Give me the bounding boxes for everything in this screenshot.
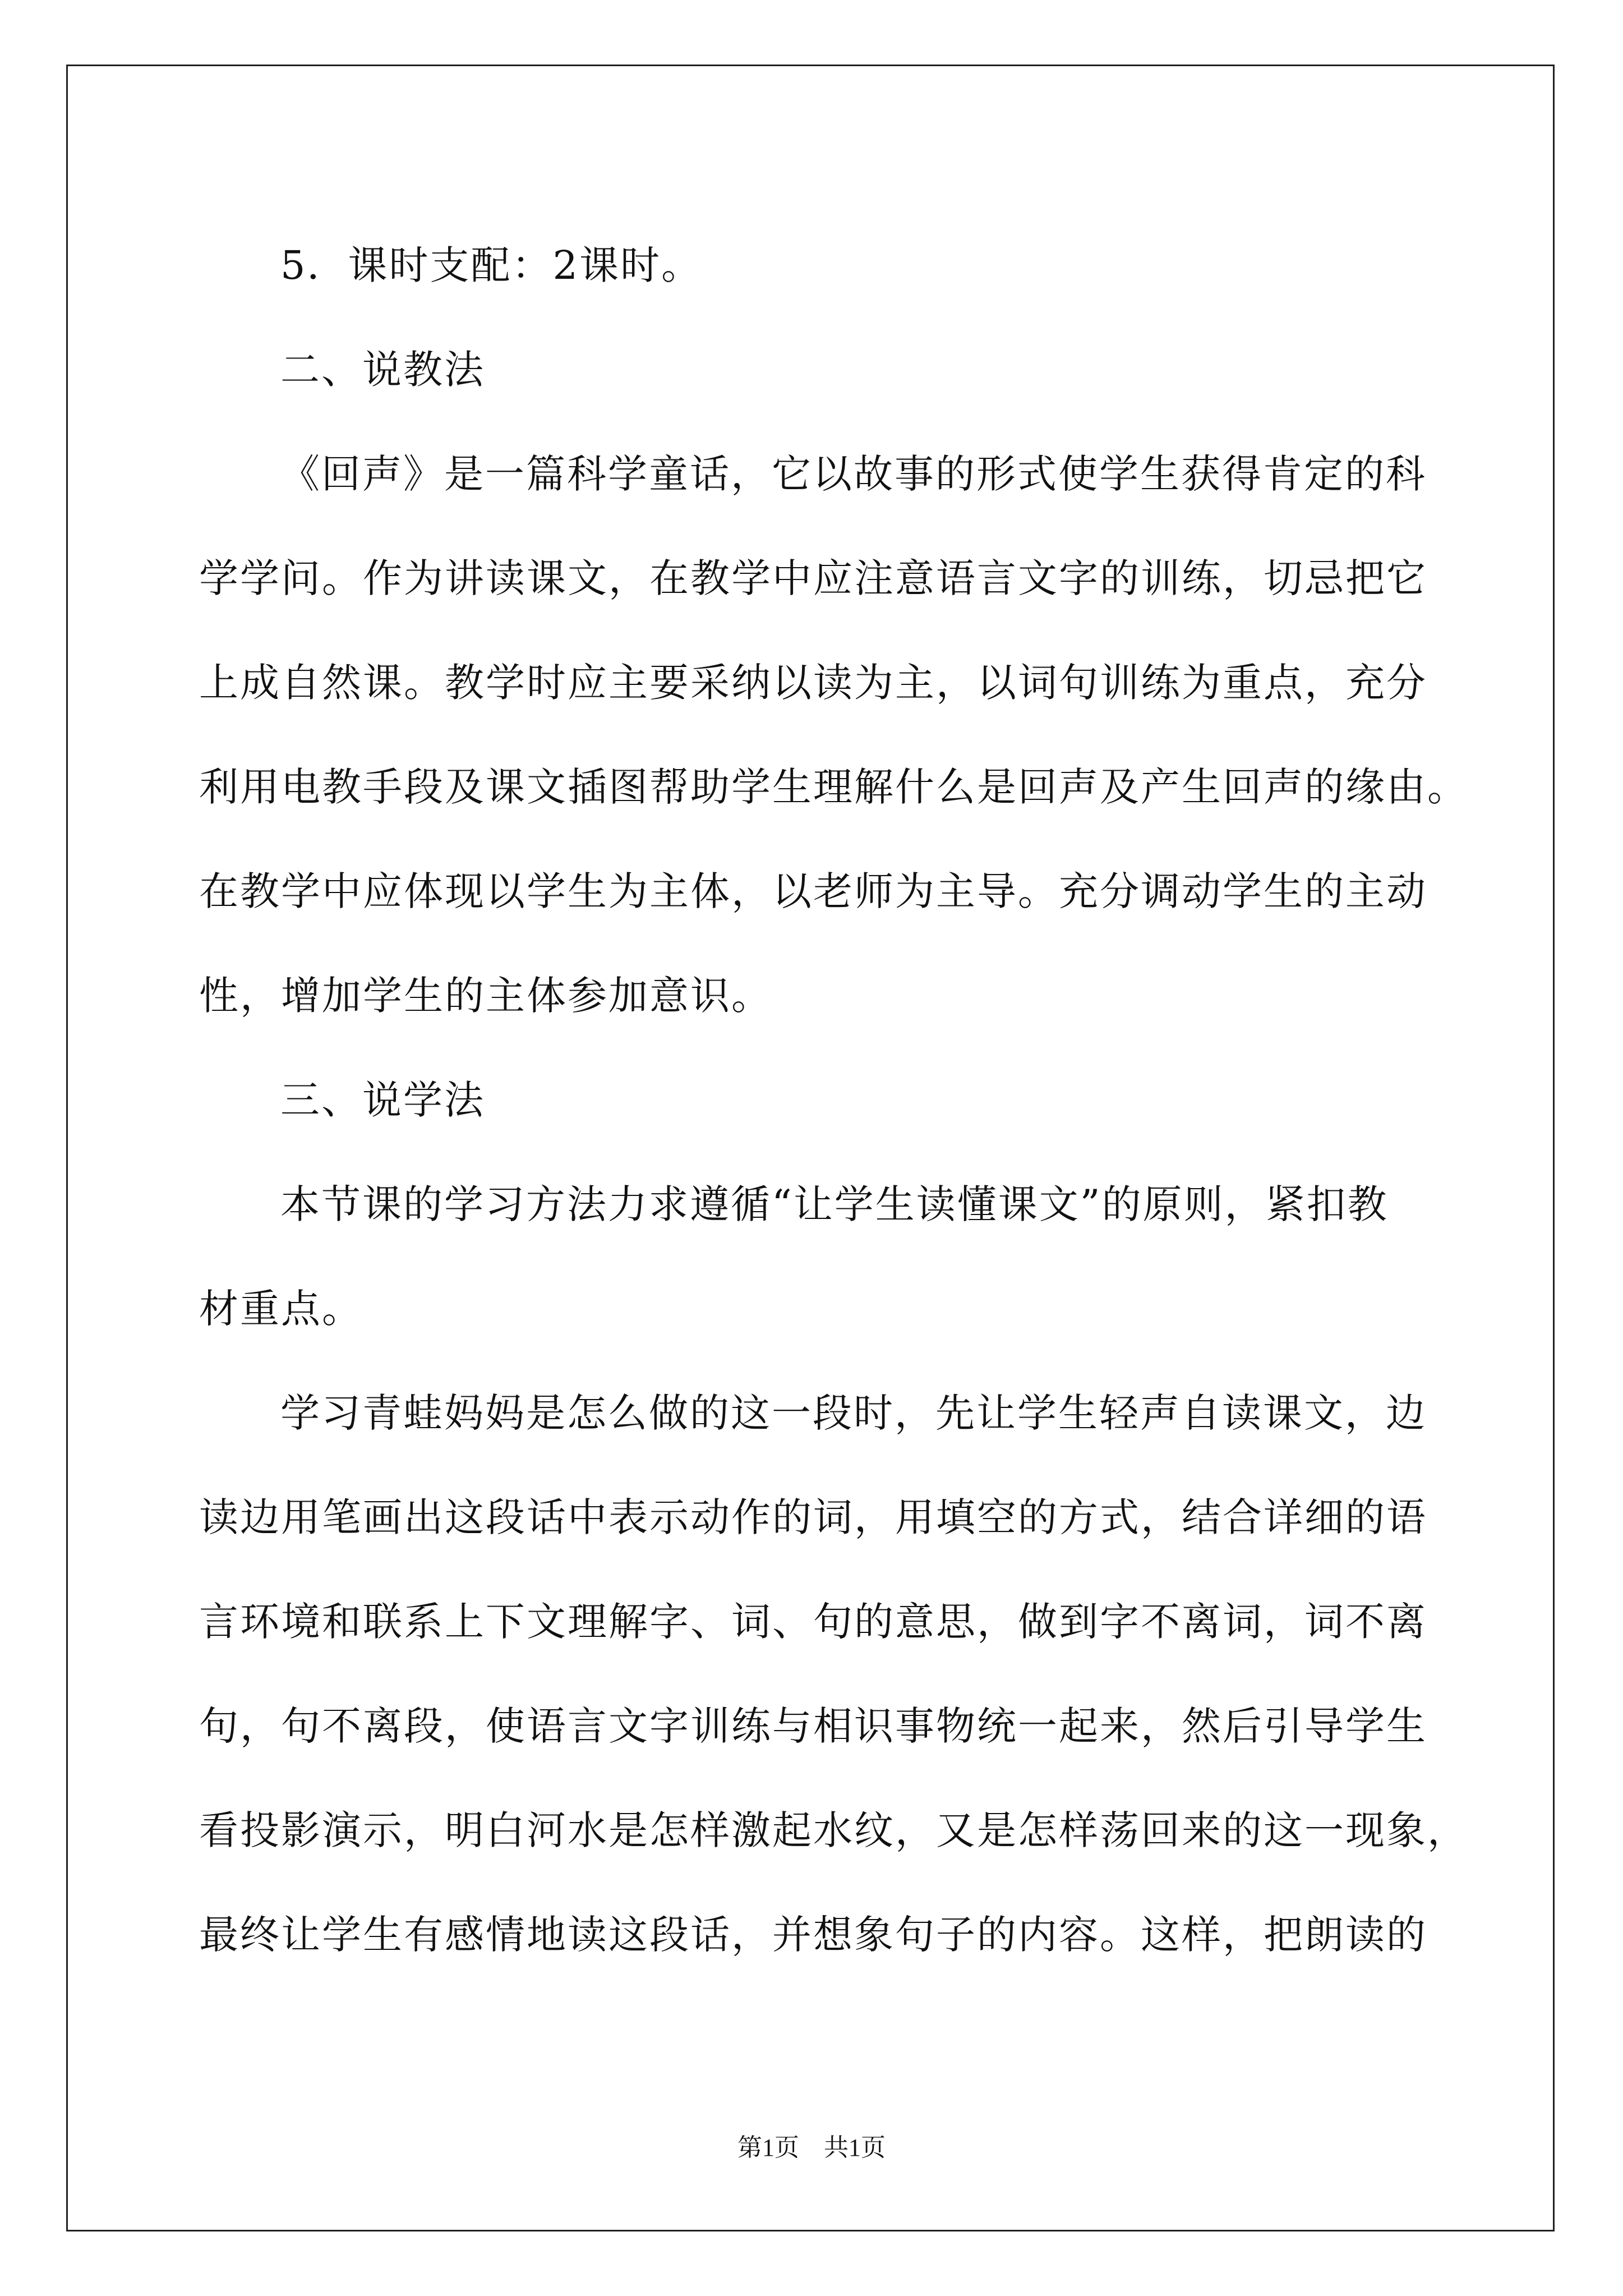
paragraph-line: 材重点。	[199, 1286, 363, 1332]
page-footer: 第1页 共1页	[737, 2134, 886, 2161]
paragraph-line: 句，句不离段，使语言文字训练与相识事物统一起来，然后引导学生	[199, 1703, 1427, 1749]
paragraph-line: 学习青蛙妈妈是怎么做的这一段时，先让学生轻声自读课文，边	[280, 1390, 1427, 1436]
section-heading: 二、说教法	[280, 347, 485, 393]
document-body	[199, 213, 1468, 1987]
paragraph-line: 本节课的学习方法力求遵循“让学生读懂课文”的原则，紧扣教	[280, 1181, 1389, 1227]
paragraph-line: 性，增加学生的主体参加意识。	[199, 973, 772, 1019]
paragraph-line: 言环境和联系上下文理解字、词、句的意思，做到字不离词，词不离	[199, 1599, 1427, 1645]
paragraph-line: 在教学中应体现以学生为主体，以老师为主导。充分调动学生的主动	[199, 868, 1427, 914]
paragraph-line: 上成自然课。教学时应主要采纳以读为主，以词句训练为重点，充分	[199, 660, 1427, 706]
paragraph-line: 利用电教手段及课文插图帮助学生理解什么是回声及产生回声的缘由。	[199, 764, 1468, 810]
section-heading: 三、说学法	[280, 1077, 485, 1123]
paragraph-line: 读边用笔画出这段话中表示动作的词，用填空的方式，结合详细的语	[199, 1494, 1427, 1540]
paragraph-line: 最终让学生有感情地读这段话，并想象句子的内容。这样，把朗读的	[199, 1912, 1427, 1958]
paragraph-line: 5．课时支配：2课时。	[280, 242, 703, 288]
paragraph-line: 看投影演示，明白河水是怎样激起水纹，又是怎样荡回来的这一现象，	[199, 1807, 1468, 1853]
paragraph-line: 学学问。作为讲读课文，在教学中应注意语言文字的训练，切忌把它	[199, 555, 1427, 601]
paragraph-line: 《回声》是一篇科学童话，它以故事的形式使学生获得肯定的科	[280, 451, 1427, 497]
